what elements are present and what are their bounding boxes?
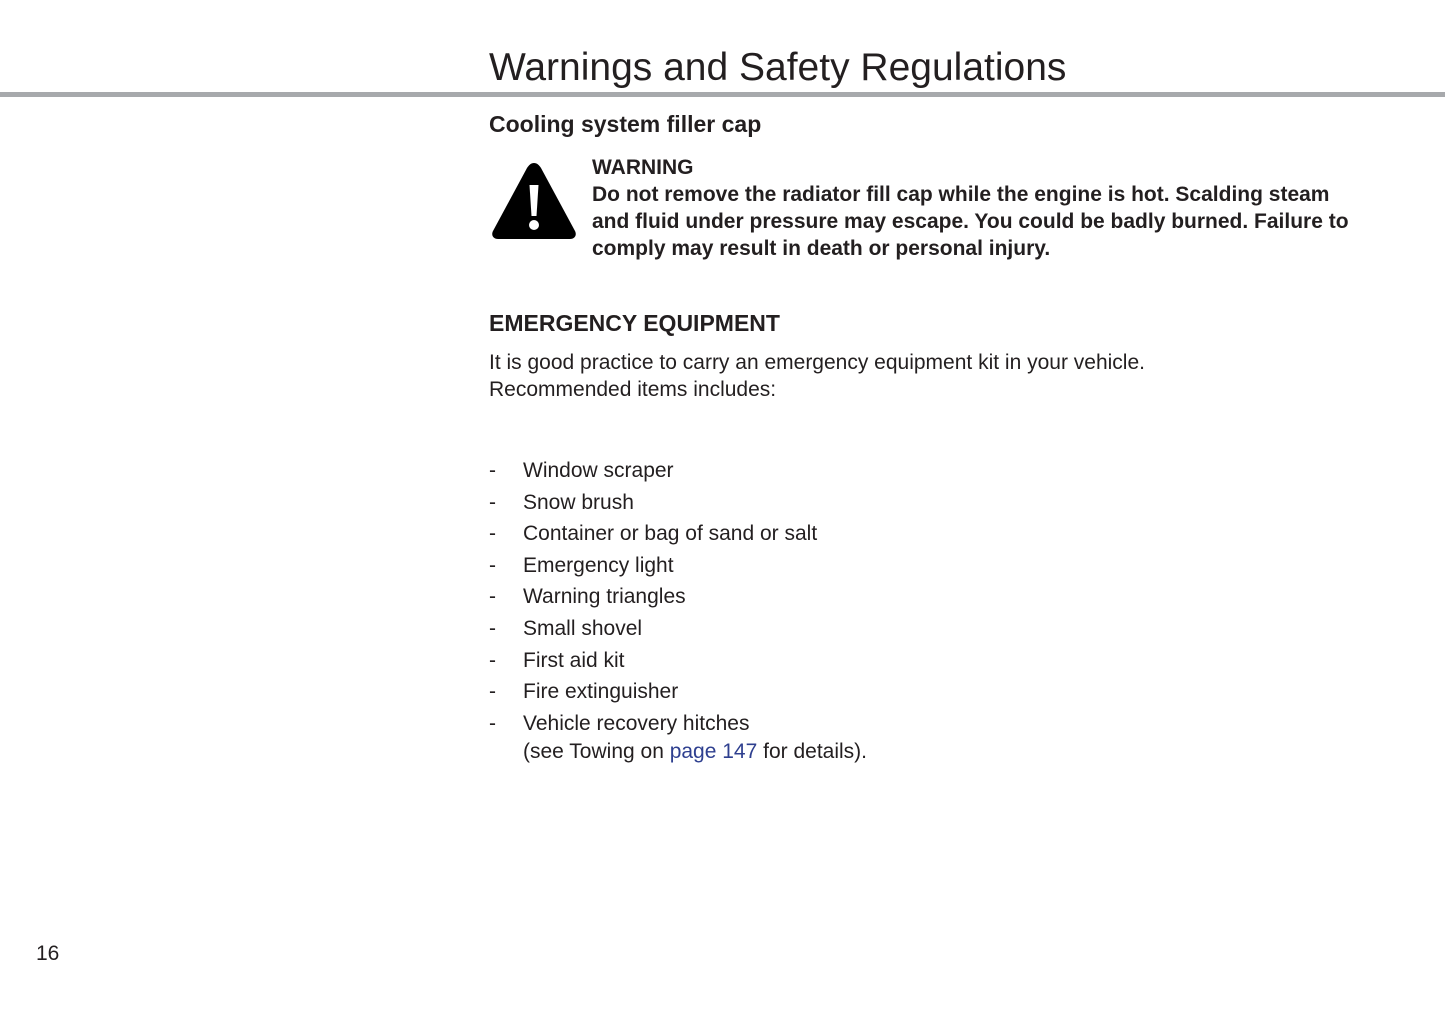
warning-text: Do not remove the radiator fill cap while the engine is hot. Scalding steam and fluid under pressure may escape. You could be badly burned. Failure to comply may result in death or personal injury. bbox=[592, 183, 1349, 260]
item-label: Warning triangles bbox=[523, 585, 686, 609]
page-147-link[interactable]: page 147 bbox=[669, 739, 758, 763]
intro-line-2: Recommended items includes: bbox=[489, 378, 777, 401]
bullet-dash: - bbox=[489, 459, 496, 482]
list-item bbox=[489, 646, 867, 678]
emergency-intro bbox=[489, 349, 1249, 403]
bullet-dash: - bbox=[489, 711, 496, 735]
item-label: Vehicle recovery hitches bbox=[523, 711, 750, 735]
bullet-dash: - bbox=[489, 490, 496, 514]
warning-notice bbox=[592, 154, 1352, 262]
list-item bbox=[489, 488, 867, 520]
note-suffix: for details). bbox=[757, 739, 868, 763]
title-divider bbox=[0, 92, 1445, 97]
list-item bbox=[489, 709, 867, 765]
page-title: Warnings and Safety Regulations bbox=[489, 46, 1067, 89]
equipment-list bbox=[489, 456, 867, 765]
list-item bbox=[489, 614, 867, 646]
list-item bbox=[489, 677, 867, 709]
warning-triangle-icon bbox=[491, 161, 577, 241]
list-item bbox=[489, 582, 867, 614]
list-item bbox=[489, 519, 867, 551]
item-label: Small shovel bbox=[523, 616, 643, 640]
towing-note bbox=[523, 738, 867, 765]
cooling-section-heading: Cooling system filler cap bbox=[489, 111, 762, 137]
item-label: Snow brush bbox=[523, 490, 634, 514]
bullet-dash: - bbox=[489, 553, 496, 577]
item-label: Container or bag of sand or salt bbox=[523, 522, 818, 546]
emergency-equipment-heading: EMERGENCY EQUIPMENT bbox=[489, 310, 780, 336]
item-label: Emergency light bbox=[523, 553, 674, 577]
bullet-dash: - bbox=[489, 522, 496, 546]
bullet-dash: - bbox=[489, 616, 496, 640]
page-number: 16 bbox=[36, 942, 60, 965]
note-prefix: (see Towing on bbox=[523, 739, 670, 763]
warning-label: WARNING bbox=[592, 156, 694, 179]
bullet-dash: - bbox=[489, 585, 496, 609]
bullet-dash: - bbox=[489, 680, 496, 704]
item-label: First aid kit bbox=[523, 648, 625, 672]
item-label: Window scraper bbox=[523, 459, 674, 482]
bullet-dash: - bbox=[489, 648, 496, 672]
intro-line-1: It is good practice to carry an emergency equipment kit in your vehicle. bbox=[489, 351, 1145, 374]
list-item bbox=[489, 551, 867, 583]
item-label: Fire extinguisher bbox=[523, 680, 679, 704]
list-item bbox=[489, 456, 867, 488]
